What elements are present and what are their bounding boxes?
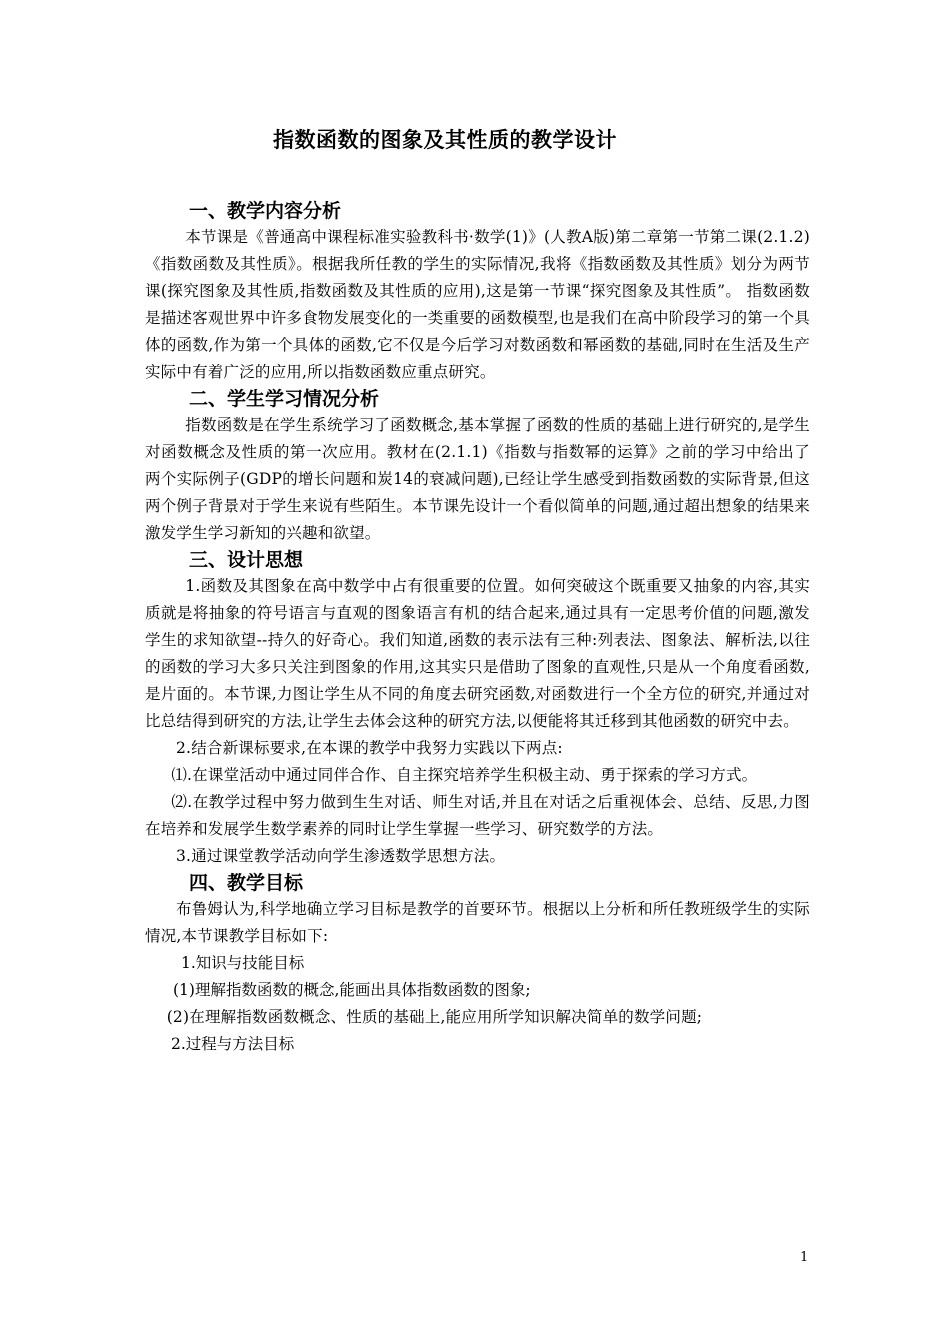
paragraph: 3.通过课堂教学活动向学生渗透数学思想方法。: [176, 847, 506, 865]
section-heading-content-analysis: 一、教学内容分析: [189, 200, 342, 222]
list-item: (1)理解指数函数的概念,能画出具体指数函数的图象;: [173, 981, 531, 999]
page-number: 1: [800, 1250, 809, 1265]
subheading-knowledge-skill: 1.知识与技能目标: [181, 954, 305, 972]
paragraph: 指数函数是在学生系统学习了函数概念,基本掌握了函数的性质的基础上进行研究的,是学生对函数概念及性质的第一次应用。教材在(2.1.1)《指数与指数幂的运算》之前的学习中给出了两个实际例子(GDP的增长问题和炭14的衰减问题),已经让学生感受到指数函数的实际背景,但这两个例子背景对于学生来说有些陌生。本节课先设计一个看似简单的问题,通过超出想象的结果来激发学生学习新知的兴趣和欲望。: [145, 416, 810, 542]
paragraph: 布鲁姆认为,科学地确立学习目标是教学的首要环节。根据以上分析和所任教班级学生的实际情况,本节课教学目标如下:: [145, 900, 810, 945]
document-title: 指数函数的图象及其性质的教学设计: [273, 128, 617, 152]
list-item: (2)在理解指数函数概念、性质的基础上,能应用所学知识解决简单的数学问题;: [166, 1008, 703, 1026]
section-heading-teaching-goals: 四、教学目标: [189, 872, 304, 894]
subheading-process-method: 2.过程与方法目标: [171, 1035, 295, 1053]
paragraph: ⑵.在教学过程中努力做到生生对话、师生对话,并且在对话之后重视体会、总结、反思,力图在培养和发展学生数学素养的同时让学生掌握一些学习、研究数学的方法。: [145, 793, 810, 838]
paragraph: 本节课是《普通高中课程标准实验教科书·数学(1)》(人教A版)第二章第一节第二课(2.1.2)《指数函数及其性质》。根据我所任教的学生的实际情况,我将《指数函数及其性质》划分为两节课(探究图象及其性质,指数函数及其性质的应用),这是第一节课“探究图象及其性质”。 指数函数是描述客观世界中许多食物发展变化的一类重要的函数模型,也是我们在高中阶段学习的第一个具体的函数,作为第一个具体的函数,它不仅是今后学习对数函数和幂函数的基础,同时在生活及生产实际中有着广泛的应用,所以指数函数应重点研究。: [145, 228, 810, 381]
paragraph: ⑴.在课堂活动中通过同伴合作、自主探究培养学生积极主动、勇于探索的学习方式。: [171, 766, 758, 784]
paragraph: 2.结合新课标要求,在本课的教学中我努力实践以下两点:: [176, 739, 563, 757]
section-heading-design-idea: 三、设计思想: [189, 549, 304, 571]
section-heading-student-analysis: 二、学生学习情况分析: [189, 388, 380, 410]
document-body: [145, 198, 810, 1058]
paragraph: 1.函数及其图象在高中数学中占有很重要的位置。如何突破这个既重要又抽象的内容,其实质就是将抽象的符号语言与直观的图象语言有机的结合起来,通过具有一定思考价值的问题,激发学生的求知欲望--持久的好奇心。我们知道,函数的表示法有三种:列表法、图象法、解析法,以往的函数的学习大多只关注到图象的作用,这其实只是借助了图象的直观性,只是从一个角度看函数,是片面的。本节课,力图让学生从不同的角度去研究函数,对函数进行一个全方位的研究,并通过对比总结得到研究的方法,让学生去体会这种的研究方法,以便能将其迁移到其他函数的研究中去。: [145, 577, 810, 730]
